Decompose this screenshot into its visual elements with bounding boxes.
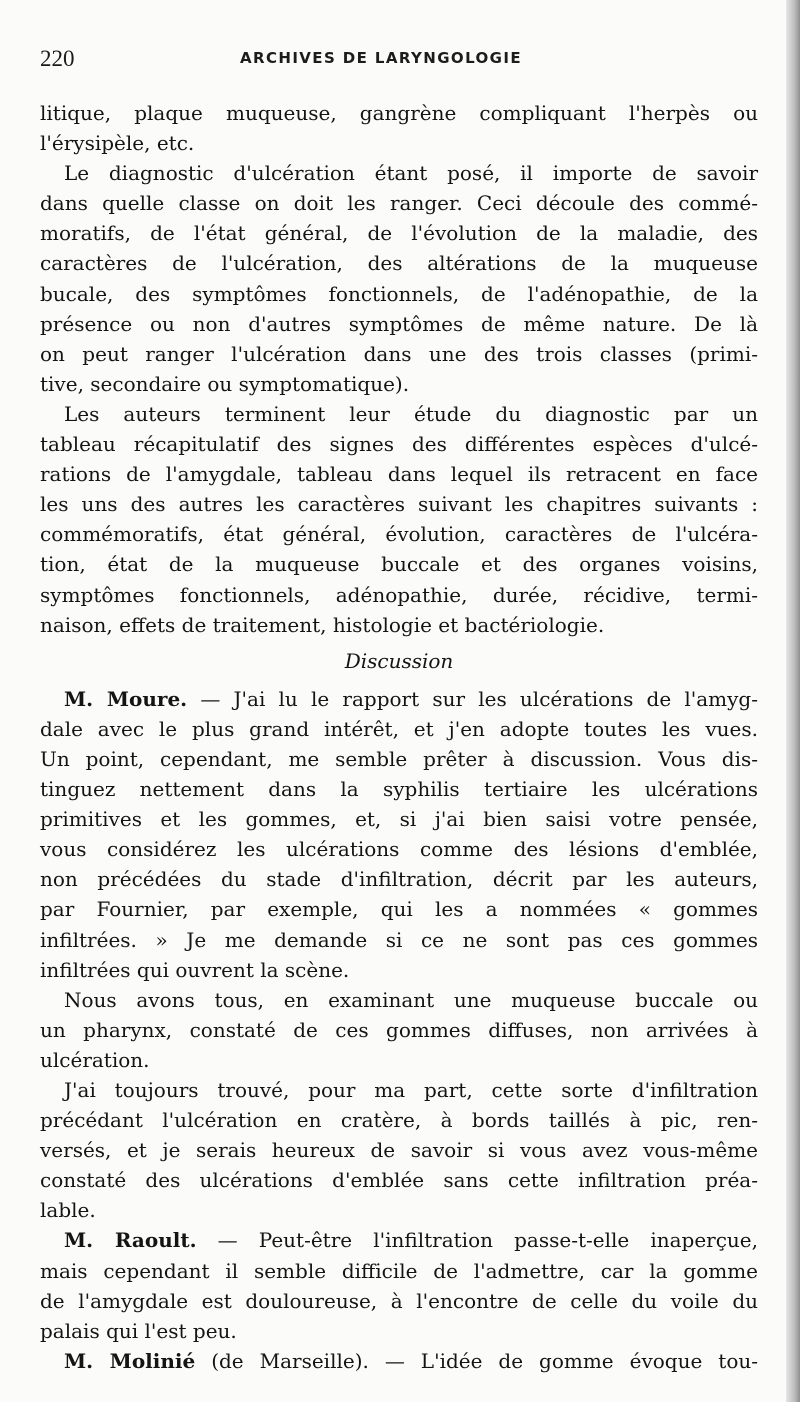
- text-line: lable.: [40, 1198, 96, 1223]
- text-line: dans quelle classe on doit les ranger. Ceci découle des commé-: [40, 191, 758, 216]
- text-line: les uns des autres les caractères suivant les chapitres suivants :: [40, 492, 758, 517]
- text-line: présence ou non d'autres symptômes de même nature. De là: [40, 311, 758, 336]
- text-line: un pharynx, constaté de ces gommes diffuses, non arrivées à: [40, 1017, 758, 1042]
- text-line: rations de l'amygdale, tableau dans lequel ils retracent en face: [40, 462, 758, 487]
- text-fragment: (de Marseille). — L'idée de gomme évoque tou-: [195, 1348, 758, 1373]
- text-line: Le diagnostic d'ulcération étant posé, il importe de savoir: [64, 161, 758, 186]
- text-line: infiltrées. » Je me demande si ce ne sont pas ces gommes: [40, 927, 758, 952]
- text-line: l'érysipèle, etc.: [40, 131, 195, 156]
- text-line: Un point, cependant, me semble prêter à discussion. Vous dis-: [40, 746, 758, 771]
- text-line: Les auteurs terminent leur étude du diagnostic par un: [64, 401, 758, 426]
- text-line: symptômes fonctionnels, adénopathie, durée, récidive, termi-: [40, 582, 758, 607]
- text-line: J'ai toujours trouvé, pour ma part, cette sorte d'infiltration: [64, 1078, 758, 1102]
- text-line: ulcération.: [40, 1047, 150, 1072]
- text-line: dale avec le plus grand intérêt, et j'en adopte toutes les vues.: [40, 716, 758, 741]
- text-line: par Fournier, par exemple, qui les a nommées « gommes: [40, 897, 758, 922]
- text-line: naison, effets de traitement, histologie et bactériologie.: [40, 612, 605, 637]
- text-fragment: — Peut-être l'infiltration passe-t-elle inaperçue,: [196, 1228, 758, 1253]
- speaker-name: M. Molinié: [64, 1348, 196, 1373]
- text-fragment: — J'ai lu le rapport sur les ulcérations de l'amyg-: [187, 686, 758, 711]
- running-title: ARCHIVES DE LARYNGOLOGIE: [240, 49, 522, 67]
- text-line: versés, et je serais heureux de savoir si vous avez vous-même: [40, 1138, 758, 1163]
- text-line: tableau récapitulatif des signes des différentes espèces d'ulcé-: [40, 432, 758, 457]
- text-line: Nous avons tous, en examinant une muqueuse buccale ou: [64, 987, 758, 1012]
- text-line: [40, 1225, 758, 1255]
- page-edge-shadow: [786, 0, 800, 1402]
- text-line: [40, 684, 758, 714]
- text-line: palais qui l'est peu.: [40, 1318, 237, 1343]
- text-line: de l'amygdale est douloureuse, à l'encontre de celle du voile du: [40, 1288, 758, 1313]
- speaker-name: M. Raoult.: [64, 1228, 197, 1253]
- section-title: Discussion: [344, 648, 454, 673]
- body-text: [40, 98, 758, 1376]
- text-line: litique, plaque muqueuse, gangrène compliquant l'herpès ou: [40, 101, 758, 125]
- text-line: tive, secondaire ou symptomatique).: [40, 371, 410, 396]
- text-line: précédant l'ulcération en cratère, à bords taillés à pic, ren-: [40, 1108, 758, 1133]
- text-line: bucale, des symptômes fonctionnels, de l'adénopathie, de la: [40, 281, 758, 306]
- text-line: [40, 1346, 758, 1376]
- text-line: mais cependant il semble difficile de l'admettre, car la gomme: [40, 1258, 758, 1283]
- text-line: tinguez nettement dans la syphilis tertiaire les ulcérations: [40, 777, 758, 802]
- text-line: non précédées du stade d'infiltration, décrit par les auteurs,: [40, 867, 758, 892]
- text-line: infiltrées qui ouvrent la scène.: [40, 957, 350, 982]
- text-line: primitives et les gommes, et, si j'ai bien saisi votre pensée,: [40, 807, 758, 832]
- speaker-name: M. Moure.: [64, 686, 188, 711]
- text-line: vous considérez les ulcérations comme des lésions d'emblée,: [40, 837, 758, 862]
- text-line: constaté des ulcérations d'emblée sans cette infiltration préa-: [40, 1168, 758, 1193]
- text-line: commémoratifs, état général, évolution, caractères de l'ulcéra-: [40, 522, 758, 547]
- text-line: on peut ranger l'ulcération dans une des trois classes (primi-: [40, 341, 758, 366]
- page-number: 220: [40, 46, 75, 71]
- text-line: tion, état de la muqueuse buccale et des organes voisins,: [40, 552, 758, 577]
- text-line: moratifs, de l'état général, de l'évolution de la maladie, des: [40, 221, 758, 246]
- text-line: caractères de l'ulcération, des altérations de la muqueuse: [40, 251, 758, 276]
- page-header: [40, 46, 760, 76]
